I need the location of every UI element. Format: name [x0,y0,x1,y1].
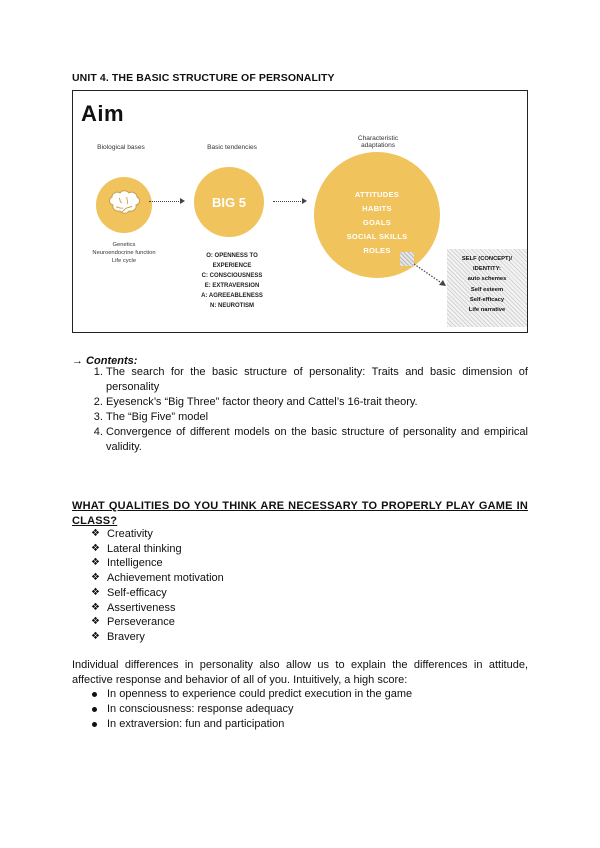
self-concept-list [447,254,527,315]
self-item: Self esteem [470,286,504,293]
ocean-item: N: NEUROTISM [210,303,254,309]
diagonal-arrow-icon [413,263,449,289]
bullet-dot-icon [92,692,97,697]
contents-item: 1. The search for the basic structure of personality: Traits and basic dimension of personality [106,365,528,395]
self-item: auto schemes [467,276,507,283]
brain-icon [107,190,141,220]
ocean-item: O: OPENNESS TO EXPERIENCE [206,253,258,269]
characteristic-adaptations-label [331,135,425,149]
ocean-item: E: EXTRAVERSION [204,283,260,289]
diamond-bullet-icon: ❖ [91,586,100,598]
bio-item: Neuroendocrine function [92,250,156,256]
intro-paragraph: Individual differences in personality also allow us to explain the differences in attitude, affective response and behavior of all of you. Intuitively, a high score: [72,659,528,686]
diamond-bullet-icon: ❖ [91,616,100,628]
adaptations-list [314,188,440,258]
list-item [72,556,224,571]
bullet-dot-icon [92,707,97,712]
list-item [72,717,412,732]
trait-item: ATTITUDES [354,190,400,199]
bullet-list [72,687,412,732]
quality-text: Achievement motivation [107,572,224,585]
contents-heading: → Contents: [72,355,138,367]
list-item [72,615,224,630]
self-item: IDENTITY: [473,266,501,273]
quality-text: Lateral thinking [107,542,182,555]
list-item [72,702,412,717]
diamond-bullet-icon: ❖ [91,601,100,613]
arrow-bio-to-big5 [149,201,181,202]
ocean-list [188,251,276,311]
trait-item: ROLES [363,246,391,255]
quality-text: Creativity [107,528,153,540]
contents-item: 4. Convergence of different models on the basic structure of personality and empirical validity. [106,425,528,455]
list-item [72,571,224,586]
quality-text: Bravery [107,630,145,643]
ocean-item: A: AGREEABLENESS [201,293,263,299]
qualities-list [72,527,224,645]
quality-text: Perseverance [107,616,175,629]
list-item [72,687,412,702]
diamond-bullet-icon: ❖ [91,528,100,539]
question-heading: WHAT QUALITIES DO YOU THINK ARE NECESSARY TO PROPERLY PLAY GAME IN CLASS? [72,500,528,527]
characteristic-label-line1: Characteristic [357,135,399,142]
diamond-bullet-icon: ❖ [91,572,100,584]
trait-item: SOCIAL SKILLS [346,232,408,241]
self-item: Life narrative [468,307,506,314]
quality-text: Self-efficacy [107,586,167,599]
aim-heading: Aim [81,101,125,126]
quality-text: Assertiveness [107,601,176,614]
arrow-big5-to-adaptations [273,201,303,202]
diamond-bullet-icon: ❖ [91,630,100,642]
trait-item: GOALS [362,218,392,227]
contents-item: 3. The “Big Five” model [106,410,528,425]
bullet-text: In openness to experience could predict execution in the game [107,688,413,700]
ocean-item: C: CONSCIOUSNESS [201,273,263,279]
bio-item: Life cycle [111,258,137,264]
biological-bases-list [81,241,167,265]
bullet-text: In consciousness: response adequacy [107,703,294,715]
arrow-head-icon [302,198,307,204]
big5-circle: BIG 5 [194,167,264,237]
basic-tendencies-label: Basic tendencies [207,144,257,151]
list-item [72,542,224,557]
self-item: SELF (CONCEPT)/ [461,256,513,262]
biological-bases-circle [96,177,152,233]
arrow-head-icon [180,198,185,204]
bullet-text: In extraversion: fun and participation [107,718,285,730]
contents-list [72,365,528,455]
biological-bases-label: Biological bases [97,144,145,151]
diamond-bullet-icon: ❖ [91,542,100,554]
hatch-marker [400,252,414,266]
list-item [72,601,224,616]
bio-item: Genetics [112,242,136,248]
list-item [72,630,224,645]
contents-item: 2. Eyesenck’s “Big Three” factor theory and Cattel’s 16-trait theory. [106,395,528,410]
trait-item: HABITS [362,204,392,213]
diamond-bullet-icon: ❖ [91,557,100,569]
list-item [72,527,224,542]
list-item [72,586,224,601]
bullet-dot-icon [92,722,97,727]
characteristic-label-line2: adaptations [360,142,396,149]
aim-diagram [72,90,528,333]
self-item: Self-efficacy [469,296,505,303]
unit-title: UNIT 4. THE BASIC STRUCTURE OF PERSONALITY [72,72,335,84]
quality-text: Intelligence [107,557,163,570]
